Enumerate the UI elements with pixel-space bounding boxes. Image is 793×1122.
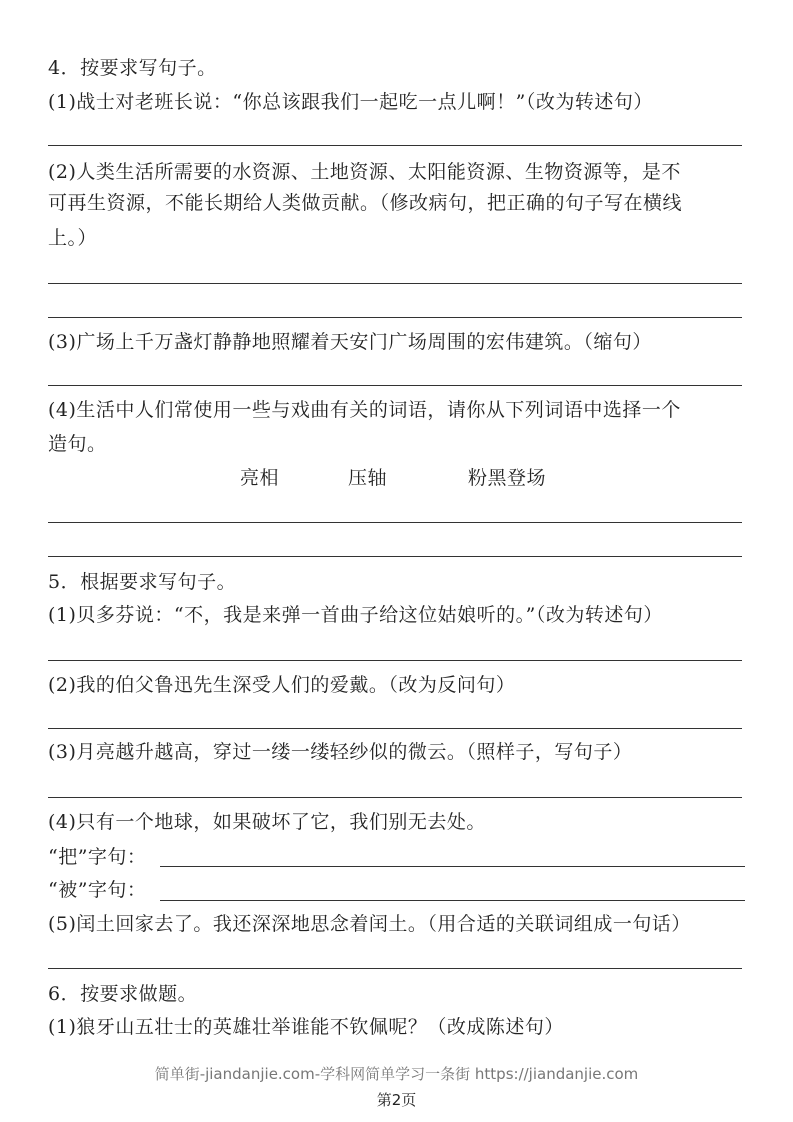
word-option: 亮相 <box>240 467 280 489</box>
q5-s1: (1)贝多芬说：“不，我是来弹一首曲子给这位姑娘听的。”（改为转述句） <box>48 604 663 626</box>
q5-title: 5．根据要求写句子。 <box>48 571 237 593</box>
q4-s2-line2: 可再生资源，不能长期给人类做贡献。（修改病句，把正确的句子写在横线 <box>48 192 683 214</box>
page-number: 第2页 <box>376 1091 417 1109</box>
q4-s1: (1)战士对老班长说：“你总该跟我们一起吃一点儿啊！”（改为转述句） <box>48 91 653 113</box>
word-option: 压轴 <box>348 467 388 489</box>
q5-ba-label: “把”字句： <box>48 846 147 868</box>
answer-line[interactable] <box>48 385 742 386</box>
q5-s5: (5)闰土回家去了。我还深深地思念着闰土。（用合适的关联词组成一句话） <box>48 913 691 935</box>
bei-answer-line[interactable] <box>160 900 745 901</box>
q5-s3: (3)月亮越升越高，穿过一缕一缕轻纱似的微云。（照样子，写句子） <box>48 741 633 763</box>
q6-s1: (1)狼牙山五壮士的英雄壮举谁能不钦佩呢？（改成陈述句） <box>48 1016 564 1038</box>
answer-line[interactable] <box>48 728 742 729</box>
q4-s4-line1: (4)生活中人们常使用一些与戏曲有关的词语，请你从下列词语中选择一个 <box>48 399 681 421</box>
word-option: 粉黑登场 <box>468 467 547 489</box>
q5-bei-label: “被”字句： <box>48 879 147 901</box>
answer-line[interactable] <box>48 283 742 284</box>
q5-s4: (4)只有一个地球，如果破坏了它，我们别无去处。 <box>48 811 486 833</box>
answer-line[interactable] <box>48 522 742 523</box>
answer-line[interactable] <box>48 556 742 557</box>
q4-s3: (3)广场上千万盏灯静静地照耀着天安门广场周围的宏伟建筑。（缩句） <box>48 331 652 353</box>
q6-title: 6．按要求做题。 <box>48 983 198 1005</box>
q5-s2: (2)我的伯父鲁迅先生深受人们的爱戴。（改为反问句） <box>48 674 516 696</box>
q4-s2-line3: 上。） <box>48 227 98 249</box>
q4-title: 4．按要求写句子。 <box>48 57 217 79</box>
q4-s4-line2: 造句。 <box>48 433 107 455</box>
answer-line[interactable] <box>48 317 742 318</box>
q4-s2-line1: (2)人类生活所需要的水资源、土地资源、太阳能资源、生物资源等，是不 <box>48 161 681 183</box>
answer-line[interactable] <box>48 797 742 798</box>
footer-watermark: 简单街-jiandanjie.com-学科网简单学习一条街 https://jiandanjie.com <box>154 1065 639 1083</box>
ba-answer-line[interactable] <box>160 866 745 867</box>
answer-line[interactable] <box>48 968 742 969</box>
answer-line[interactable] <box>48 660 742 661</box>
answer-line[interactable] <box>48 145 742 146</box>
